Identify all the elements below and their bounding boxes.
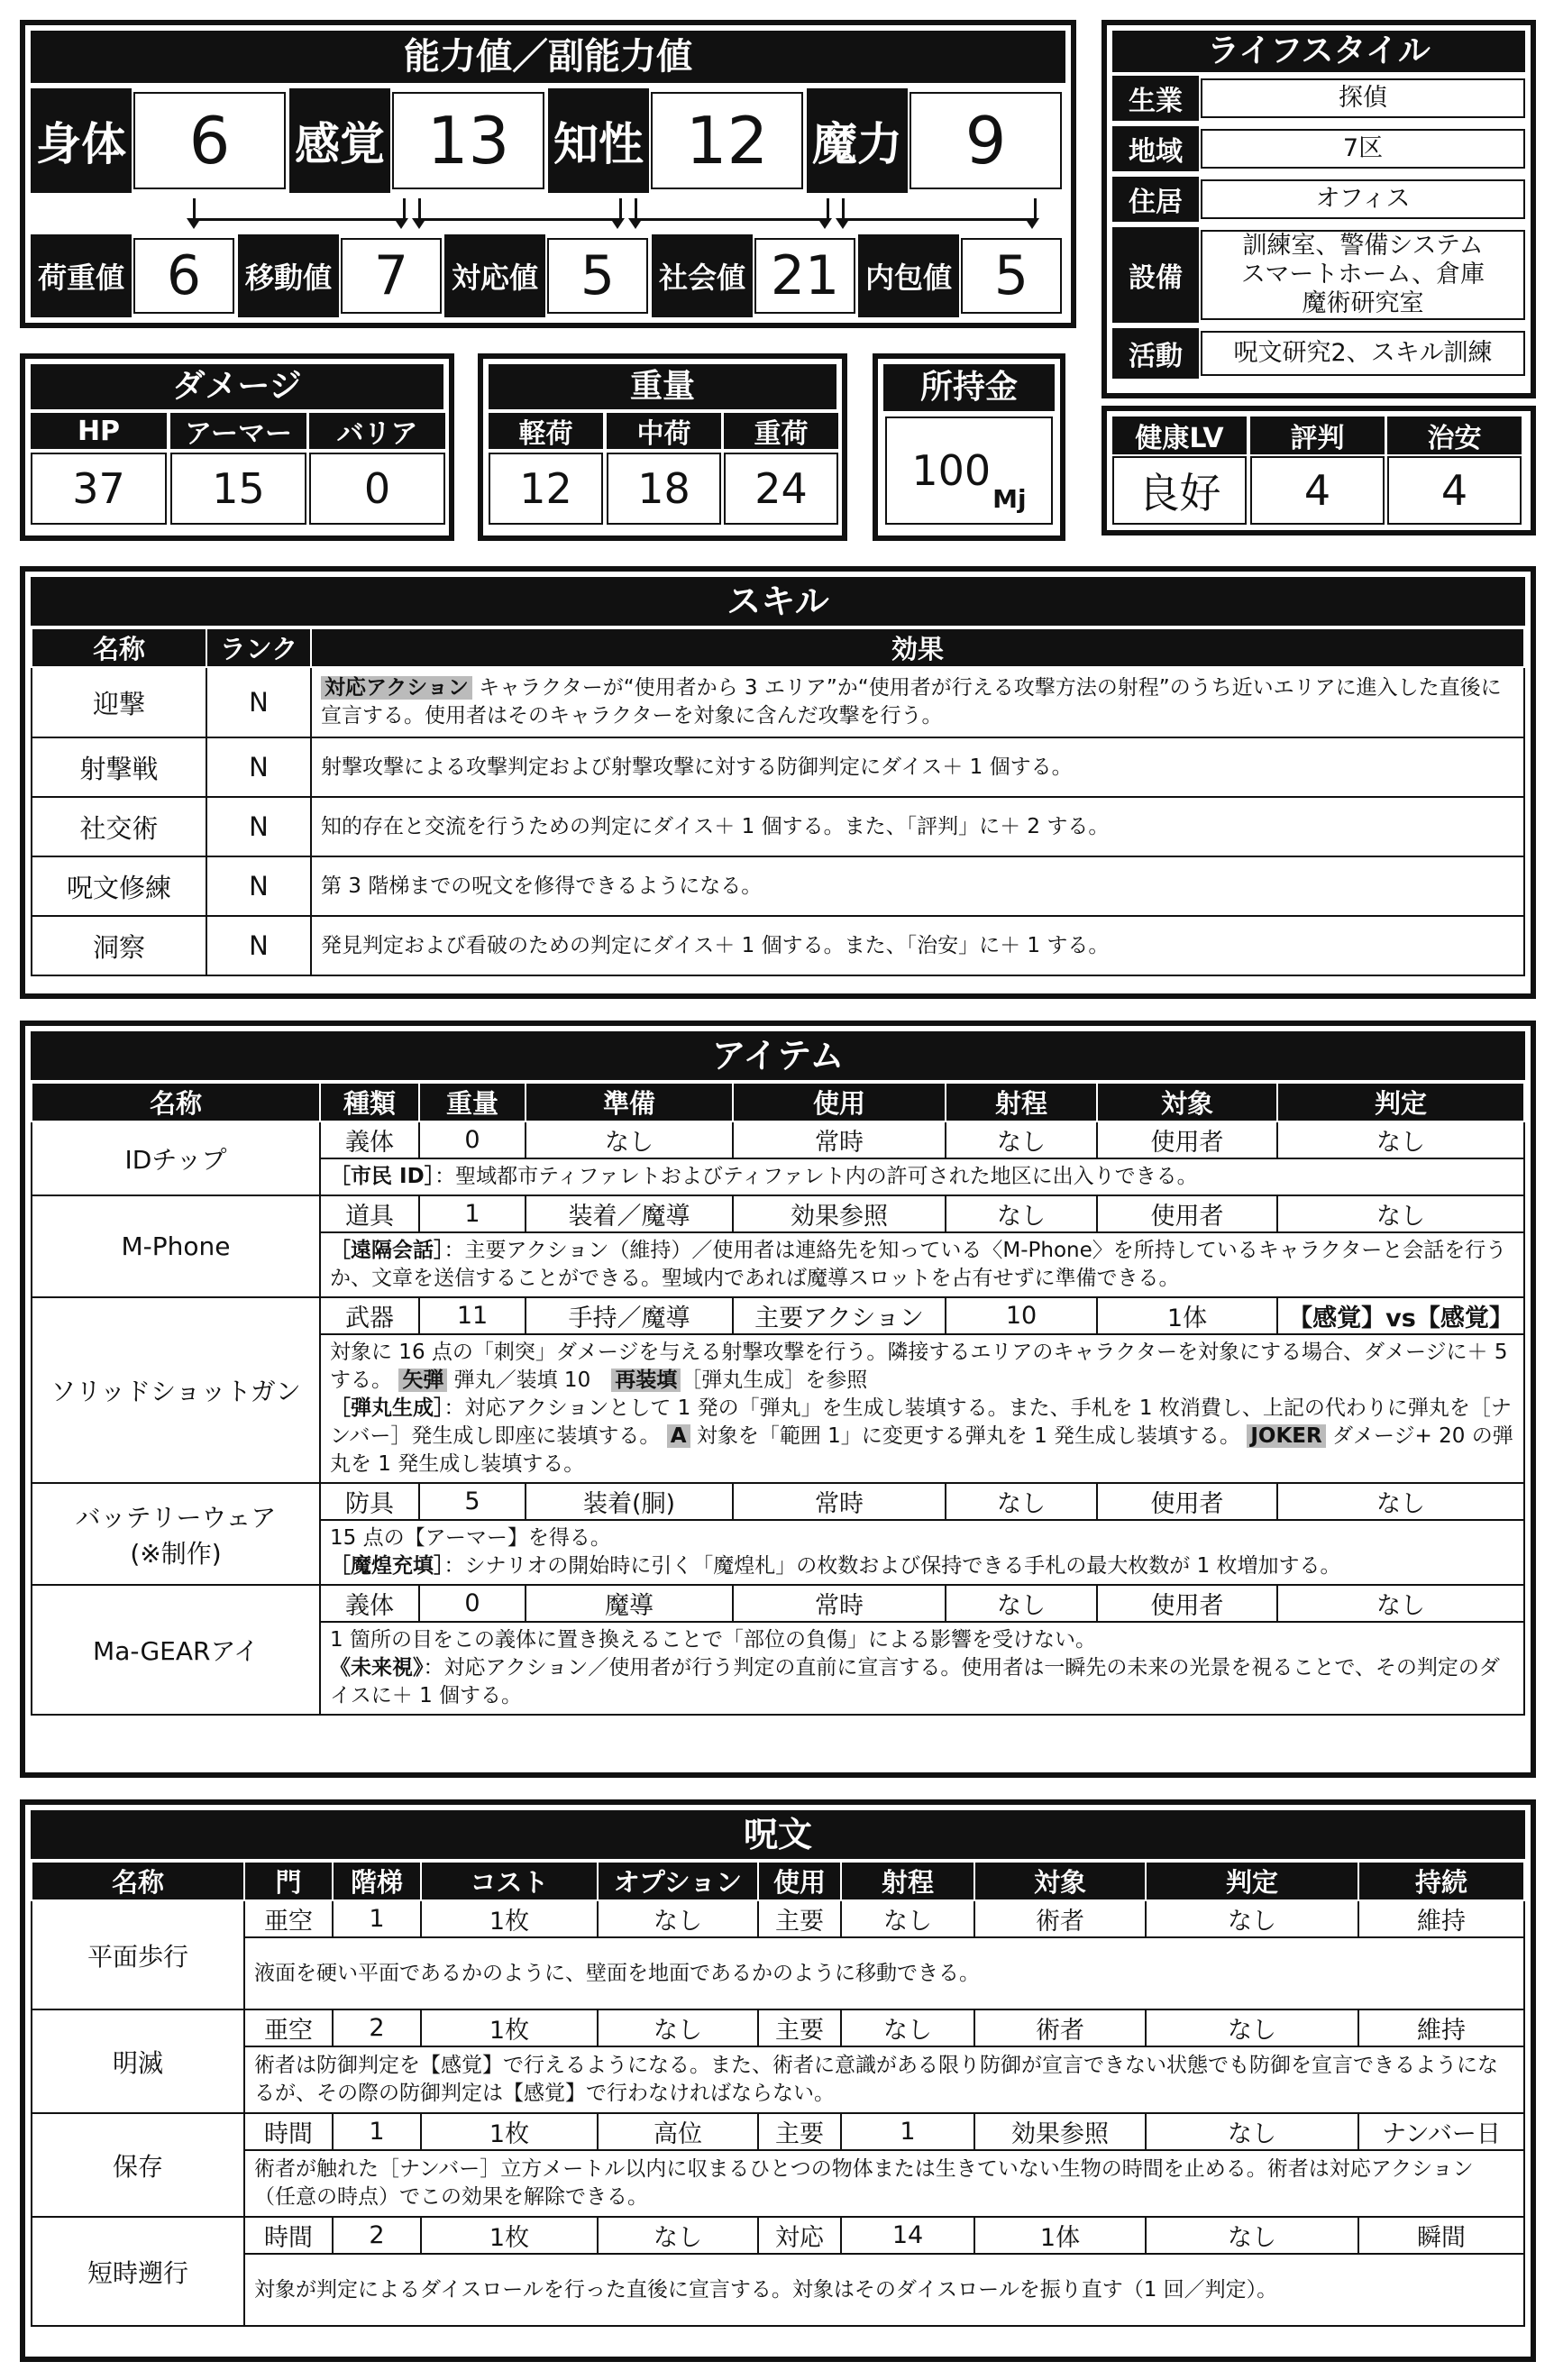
item-header: 射程 (946, 1083, 1097, 1121)
skill-effect-text: 発見判定および看破のための判定にダイス＋ 1 個する。また、「治安」に＋ 1 する。 (321, 933, 1110, 957)
spell-use: 主要 (758, 2009, 841, 2046)
status-value: 良好 (1112, 456, 1247, 525)
skill-effect (311, 797, 1524, 856)
substat-label: 対応値 (444, 234, 545, 317)
item-weight: 5 (419, 1483, 526, 1520)
spell-target: 術者 (974, 1900, 1146, 1937)
connector-line (635, 198, 829, 221)
lifestyle-label: 活動 (1112, 328, 1199, 379)
spell-duration: 瞬間 (1358, 2217, 1524, 2254)
spell-gate: 時間 (244, 2217, 333, 2254)
substat-value: 7 (341, 238, 442, 314)
damage-col-label: HP (31, 413, 167, 449)
stat-label: 身体 (31, 88, 132, 193)
substat-value: 21 (754, 238, 855, 314)
skill-effect (311, 916, 1524, 975)
spells-panel (20, 1799, 1536, 2362)
arrow-head (1025, 218, 1039, 229)
spell-name: 短時遡行 (32, 2217, 244, 2326)
spell-desc-row (32, 1937, 1524, 2009)
weight-col-label: 重荷 (724, 413, 838, 449)
spell-range: 1 (841, 2113, 974, 2150)
spell-description: 術者が触れた［ナンバー］立方メートル以内に収まるひとつの物体または生きていない生物の時間を止める。術者は対応アクション（任意の時点）でこの効果を解除できる。 (244, 2150, 1524, 2217)
item-name: バッテリーウェア (※制作) (32, 1483, 320, 1585)
weight-title: 重量 (489, 364, 836, 409)
item-type: 道具 (320, 1195, 419, 1232)
item-header: 使用 (733, 1083, 946, 1121)
item-desc-text: ［弾丸生成］を参照 (681, 1368, 868, 1392)
status-label: 評判 (1250, 416, 1385, 454)
item-target: 使用者 (1097, 1195, 1277, 1232)
item-header: 種類 (320, 1083, 419, 1121)
skill-effect-text: 射撃攻撃による攻撃判定および射撃攻撃に対する防御判定にダイス＋ 1 個する。 (321, 755, 1073, 779)
skill-effect-text: キャラクターが“使用者から 3 エリア”か“使用者が行える攻撃方法の射程”のうち近いエリアに進入した直後に宣言する。使用者はそのキャラクターを対象に含んだ攻撃を行う。 (321, 676, 1502, 728)
item-use: 効果参照 (733, 1195, 946, 1232)
item-desc-text: 弾丸／装填 10 (447, 1368, 612, 1392)
item-use: 主要アクション (733, 1297, 946, 1334)
damage-col-value: 15 (170, 453, 306, 525)
skill-name: 洞察 (32, 916, 206, 975)
spell-range: なし (841, 1900, 974, 1937)
spell-name: 明滅 (32, 2009, 244, 2113)
item-desc-text: ：対応アクション／使用者が行う判定の直前に宣言する。使用者は一瞬先の未来の光景を視ることで、その判定のダイスに＋ 1 個する。 (330, 1656, 1500, 1707)
skill-effect (311, 667, 1524, 737)
spell-option: なし (598, 2217, 758, 2254)
skill-name: 射撃戦 (32, 737, 206, 797)
spell-range: なし (841, 2009, 974, 2046)
weight-col-label: 軽荷 (489, 413, 603, 449)
spell-option: なし (598, 1900, 758, 1937)
arrow-head (628, 218, 643, 229)
spell-cost: 1枚 (421, 1900, 598, 1937)
spell-header: 名称 (32, 1862, 244, 1900)
lifestyle-label: 設備 (1112, 227, 1199, 323)
abilities-panel (20, 20, 1076, 328)
item-prep: 手持／魔導 (526, 1297, 733, 1334)
stat-value: 9 (910, 92, 1062, 189)
spell-range: 14 (841, 2217, 974, 2254)
item-desc-text: 対象を「範囲 1」に変更する弾丸を 1 発生成し装填する。 (690, 1424, 1248, 1448)
spell-gate: 亜空 (244, 2009, 333, 2046)
stat-value: 6 (133, 92, 286, 189)
item-row (32, 1483, 1524, 1520)
skill-name: 迎撃 (32, 667, 206, 737)
money-title: 所持金 (883, 364, 1055, 411)
spell-use: 主要 (758, 2113, 841, 2150)
spell-option: なし (598, 2009, 758, 2046)
item-type: 防具 (320, 1483, 419, 1520)
item-header: 準備 (526, 1083, 733, 1121)
item-target: 1体 (1097, 1297, 1277, 1334)
item-type: 義体 (320, 1585, 419, 1622)
item-weight: 11 (419, 1297, 526, 1334)
item-target: 使用者 (1097, 1121, 1277, 1158)
spell-header: 判定 (1146, 1862, 1358, 1900)
arrow-head (610, 218, 625, 229)
abilities-title: 能力値／副能力値 (31, 31, 1065, 83)
item-target: 使用者 (1097, 1483, 1277, 1520)
spell-description: 対象が判定によるダイスロールを行った直後に宣言する。対象はそのダイスロールを振り直す（1 回／判定）。 (244, 2254, 1524, 2326)
money-panel (873, 353, 1065, 541)
skill-effect (311, 856, 1524, 916)
spell-row (32, 2217, 1524, 2254)
spell-header: 門 (244, 1862, 333, 1900)
substat-label: 荷重値 (31, 234, 132, 317)
item-ability-name: ［遠隔会話］ (330, 1239, 444, 1262)
spell-header: オプション (598, 1862, 758, 1900)
spell-cost: 1枚 (421, 2009, 598, 2046)
stat-connectors (31, 193, 1065, 233)
item-desc-text: ：シナリオの開始時に引く「魔煌札」の枚数および保持できる手札の最大枚数が 1 枚増加する。 (443, 1554, 1341, 1578)
item-row (32, 1585, 1524, 1622)
lifestyle-label: 地域 (1112, 126, 1199, 171)
skill-name: 呪文修練 (32, 856, 206, 916)
item-header: 重量 (419, 1083, 526, 1121)
item-desc-text: ：聖域都市ティファレトおよびティファレト内の許可された地区に出入りできる。 (434, 1165, 1198, 1188)
item-ability-name: ［市民 ID］ (330, 1165, 435, 1188)
item-range: なし (946, 1585, 1097, 1622)
spell-tier: 1 (333, 2113, 421, 2150)
spell-duration: 維持 (1358, 1900, 1524, 1937)
item-check: なし (1277, 1121, 1524, 1158)
item-weight: 1 (419, 1195, 526, 1232)
item-desc-text: 15 点の【アーマー】を得る。 (330, 1526, 611, 1550)
spell-row (32, 1900, 1524, 1937)
spell-target: 術者 (974, 2009, 1146, 2046)
spell-description: 液面を硬い平面であるかのように、壁面を地面であるかのように移動できる。 (244, 1937, 1524, 2009)
weight-col-value: 24 (724, 453, 838, 525)
item-use: 常時 (733, 1585, 946, 1622)
item-check: なし (1277, 1585, 1524, 1622)
spell-name: 保存 (32, 2113, 244, 2217)
item-description (320, 1520, 1524, 1585)
skill-rank: N (206, 797, 311, 856)
item-header: 名称 (32, 1083, 320, 1121)
status-value: 4 (1387, 456, 1522, 525)
spells-table (31, 1861, 1525, 2327)
item-header: 対象 (1097, 1083, 1277, 1121)
arrow-head (818, 218, 832, 229)
spell-header: 持続 (1358, 1862, 1524, 1900)
spell-header: コスト (421, 1862, 598, 1900)
item-tag: 再装填 (611, 1368, 681, 1392)
item-desc-text: ：主要アクション（維持）／使用者は連絡先を知っている〈M-Phone〉を所持しているキャラクターと会話を行うか、文章を送信することができる。聖域内であれば魔導スロットを占有せずに準備できる。 (330, 1239, 1507, 1290)
item-row (32, 1297, 1524, 1334)
skills-header-name: 名称 (32, 628, 206, 667)
item-row (32, 1121, 1524, 1158)
item-header: 判定 (1277, 1083, 1524, 1121)
spell-check: なし (1146, 2113, 1358, 2150)
item-name: ソリッドショットガン (32, 1297, 320, 1483)
spell-name: 平面歩行 (32, 1900, 244, 2009)
item-check: なし (1277, 1483, 1524, 1520)
skill-rank: N (206, 667, 311, 737)
skills-title: スキル (31, 577, 1525, 626)
skill-effect-text: 第 3 階梯までの呪文を修得できるようになる。 (321, 874, 763, 898)
spell-desc-row (32, 2150, 1524, 2217)
item-tag: A (667, 1424, 690, 1448)
substat-value: 5 (961, 238, 1062, 314)
skill-row (32, 737, 1524, 797)
item-prep: 装着／魔導 (526, 1195, 733, 1232)
damage-col-label: バリア (309, 413, 445, 449)
stat-label: 魔力 (807, 88, 908, 193)
spell-option: 高位 (598, 2113, 758, 2150)
item-weight: 0 (419, 1121, 526, 1158)
connector-line (842, 198, 1037, 221)
item-desc-text: 1 箇所の目をこの義体に置き換えることで「部位の負傷」による影響を受けない。 (330, 1628, 1096, 1652)
status-grid (1112, 416, 1525, 525)
spell-duration: 維持 (1358, 2009, 1524, 2046)
weight-grid (489, 413, 836, 526)
spell-header: 射程 (841, 1862, 974, 1900)
connector-line (193, 198, 406, 221)
item-name: M-Phone (32, 1195, 320, 1297)
items-table (31, 1082, 1525, 1716)
substat-value: 6 (133, 238, 234, 314)
item-range: なし (946, 1121, 1097, 1158)
item-prep: 魔導 (526, 1585, 733, 1622)
arrow-head (836, 218, 850, 229)
item-range: なし (946, 1195, 1097, 1232)
substat-label: 移動値 (238, 234, 339, 317)
item-tag: 矢弾 (398, 1368, 447, 1392)
item-use: 常時 (733, 1483, 946, 1520)
item-type: 武器 (320, 1297, 419, 1334)
item-name: IDチップ (32, 1121, 320, 1195)
money-unit: Mj (992, 484, 1027, 514)
weight-col-label: 中荷 (607, 413, 721, 449)
skill-rank: N (206, 916, 311, 975)
item-desc-text: ：対応アクションとして 1 発の「弾丸」を生成し装填する。また、手札を 1 枚消費し、上記の代わりに弾丸を［ナンバー］発生成し即座に装填する。 (330, 1396, 1512, 1448)
substat-label: 内包値 (858, 234, 959, 317)
lifestyle-label: 生業 (1112, 76, 1199, 121)
damage-panel (20, 353, 454, 541)
skill-rank: N (206, 856, 311, 916)
skill-row (32, 856, 1524, 916)
skill-timing-tag: 対応アクション (321, 676, 472, 700)
skill-row (32, 797, 1524, 856)
skills-header-effect: 効果 (311, 628, 1524, 667)
spell-use: 主要 (758, 1900, 841, 1937)
arrow-head (412, 218, 426, 229)
item-weight: 0 (419, 1585, 526, 1622)
items-title: アイテム (31, 1031, 1525, 1080)
spell-tier: 2 (333, 2009, 421, 2046)
spell-desc-row (32, 2254, 1524, 2326)
spell-desc-row (32, 2046, 1524, 2113)
spell-target: 1体 (974, 2217, 1146, 2254)
item-range: 10 (946, 1297, 1097, 1334)
item-name: Ma-GEARアイ (32, 1585, 320, 1715)
item-target: 使用者 (1097, 1585, 1277, 1622)
stat-label: 感覚 (289, 88, 390, 193)
item-prep: 装着(胴) (526, 1483, 733, 1520)
status-value: 4 (1250, 456, 1385, 525)
spell-gate: 時間 (244, 2113, 333, 2150)
lifestyle-value: 呪文研究2、スキル訓練 (1201, 331, 1525, 376)
spell-target: 効果参照 (974, 2113, 1146, 2150)
spell-use: 対応 (758, 2217, 841, 2254)
sub-stats (31, 234, 1065, 317)
spell-header: 階梯 (333, 1862, 421, 1900)
items-panel (20, 1021, 1536, 1778)
skill-effect-text: 知的存在と交流を行うための判定にダイス＋ 1 個する。また、「評判」に＋ 2 する。 (321, 814, 1110, 838)
weight-panel (478, 353, 847, 541)
lifestyle-label: 住居 (1112, 177, 1199, 222)
spell-header: 対象 (974, 1862, 1146, 1900)
item-ability-name: ［弾丸生成］ (330, 1396, 444, 1420)
item-description (320, 1232, 1524, 1297)
lifestyle-value: オフィス (1201, 179, 1525, 219)
stat-label: 知性 (548, 88, 649, 193)
damage-title: ダメージ (31, 364, 443, 409)
damage-col-label: アーマー (170, 413, 306, 449)
arrow-head (394, 218, 408, 229)
item-use: 常時 (733, 1121, 946, 1158)
spells-title: 呪文 (31, 1810, 1525, 1859)
item-row (32, 1195, 1524, 1232)
damage-grid (31, 413, 443, 526)
skill-rank: N (206, 737, 311, 797)
item-prep: なし (526, 1121, 733, 1158)
item-description (320, 1334, 1524, 1483)
skills-panel (20, 566, 1536, 999)
stat-value: 13 (392, 92, 544, 189)
skill-row (32, 916, 1524, 975)
item-type: 義体 (320, 1121, 419, 1158)
damage-col-value: 0 (309, 453, 445, 525)
skills-header-rank: ランク (206, 628, 311, 667)
spell-row (32, 2113, 1524, 2150)
lifestyle-value: 訓練室、警備システム スマートホーム、倉庫 魔術研究室 (1201, 230, 1525, 320)
lifestyle-panel (1102, 20, 1536, 398)
status-panel (1102, 406, 1536, 536)
main-stats (31, 88, 1065, 193)
weight-col-value: 12 (489, 453, 603, 525)
money-value-cell (885, 416, 1053, 525)
spell-description: 術者は防御判定を【感覚】で行えるようになる。また、術者に意識がある限り防御が宣言できない状態でも防御を宣言できるようになるが、その際の防御判定は【感覚】で行わなければならない。 (244, 2046, 1524, 2113)
substat-label: 社会値 (652, 234, 753, 317)
stat-value: 12 (651, 92, 803, 189)
skill-name: 社交術 (32, 797, 206, 856)
spell-tier: 2 (333, 2217, 421, 2254)
spell-duration: ナンバー日 (1358, 2113, 1524, 2150)
item-ability-name: 《未来視》 (330, 1656, 424, 1680)
lifestyle-title: ライフスタイル (1112, 31, 1525, 72)
item-description (320, 1158, 1524, 1195)
money-value: 100 (911, 446, 992, 495)
item-description (320, 1622, 1524, 1715)
lifestyle-rows (1112, 76, 1525, 393)
spell-tier: 1 (333, 1900, 421, 1937)
item-check: 【感覚】vs【感覚】 (1277, 1297, 1524, 1334)
item-desc-text: 対象に 16 点の「刺突」ダメージを与える射撃攻撃を行う。隣接するエリアのキャラクターを対象にする場合、ダメージに＋ 5 する。 (330, 1341, 1508, 1392)
arrow-head (187, 218, 201, 229)
spell-check: なし (1146, 2217, 1358, 2254)
spell-check: なし (1146, 1900, 1358, 1937)
item-tag: JOKER (1247, 1424, 1325, 1448)
spell-row (32, 2009, 1524, 2046)
spell-header: 使用 (758, 1862, 841, 1900)
item-check: なし (1277, 1195, 1524, 1232)
substat-value: 5 (547, 238, 648, 314)
spell-cost: 1枚 (421, 2217, 598, 2254)
connector-line (418, 198, 622, 221)
skill-row (32, 667, 1524, 737)
skills-table (31, 627, 1525, 976)
item-ability-name: ［魔煌充填］ (330, 1554, 444, 1578)
lifestyle-value: 7区 (1201, 129, 1525, 169)
spell-cost: 1枚 (421, 2113, 598, 2150)
spell-check: なし (1146, 2009, 1358, 2046)
lifestyle-value: 探偵 (1201, 78, 1525, 118)
status-label: 健康LV (1112, 416, 1247, 454)
item-range: なし (946, 1483, 1097, 1520)
item-desc-text: ダメージ+ 20 の弾丸を 1 発生成し装填する。 (330, 1424, 1513, 1476)
skill-effect (311, 737, 1524, 797)
weight-col-value: 18 (607, 453, 721, 525)
status-label: 治安 (1387, 416, 1522, 454)
spell-gate: 亜空 (244, 1900, 333, 1937)
damage-col-value: 37 (31, 453, 167, 525)
